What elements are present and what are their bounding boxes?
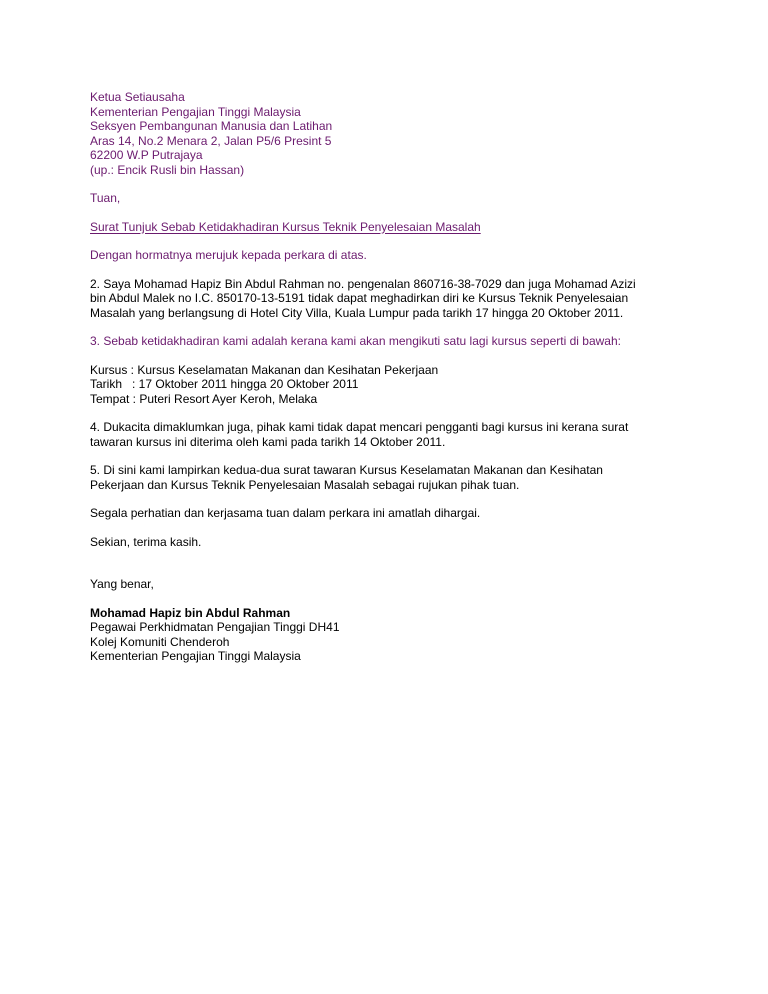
course-details — [90, 363, 700, 407]
paragraph-line: 2. Saya Mohamad Hapiz Bin Abdul Rahman no. pengenalan 860716-38-7029 dan juga Mohamad Azizi — [90, 276, 636, 291]
recipient-line: Aras 14, No.2 Menara 2, Jalan P5/6 Presint 5 — [90, 133, 332, 148]
salutation: Tuan, — [90, 191, 121, 205]
paragraph-line: Masalah yang berlangsung di Hotel City Villa, Kuala Lumpur pada tarikh 17 hingga 20 Oktober 2011. — [90, 305, 624, 320]
signer-title-line: Kolej Komuniti Chenderoh — [90, 634, 230, 649]
paragraph-5 — [90, 463, 700, 492]
signer-name: Mohamad Hapiz bin Abdul Rahman — [90, 605, 291, 620]
recipient-line: Kementerian Pengajian Tinggi Malaysia — [90, 104, 301, 119]
paragraph-2 — [90, 277, 700, 321]
letter-page — [90, 90, 700, 664]
paragraph-line: 4. Dukacita dimaklumkan juga, pihak kami tidak dapat mencari pengganti bagi kursus ini kerana surat — [90, 420, 629, 434]
signer-title-line: Pegawai Perkhidmatan Pengajian Tinggi DH41 — [90, 620, 340, 634]
paragraph-4 — [90, 420, 700, 449]
valediction: Yang benar, — [90, 577, 154, 591]
paragraph-line: Pekerjaan dan Kursus Teknik Penyelesaian Masalah sebagai rujukan pihak tuan. — [90, 477, 520, 492]
recipient-line: Ketua Setiausaha — [90, 90, 185, 104]
recipient-line: 62200 W.P Putrajaya — [90, 148, 203, 162]
thanks-line: Sekian, terima kasih. — [90, 534, 202, 549]
paragraph-3: 3. Sebab ketidakhadiran kami adalah kerana kami akan mengikuti satu lagi kursus seperti di bawah: — [90, 334, 621, 348]
signer-title-line: Kementerian Pengajian Tinggi Malaysia — [90, 649, 301, 663]
recipient-address — [90, 90, 700, 177]
paragraph-line: 5. Di sini kami lampirkan kedua-dua surat tawaran Kursus Keselamatan Makanan dan Kesihatan — [90, 463, 603, 477]
closing-note: Segala perhatian dan kerjasama tuan dalam perkara ini amatlah dihargai. — [90, 506, 481, 520]
recipient-line: (up.: Encik Rusli bin Hassan) — [90, 162, 245, 177]
opening-paragraph: Dengan hormatnya merujuk kepada perkara di atas. — [90, 248, 367, 262]
course-detail-line: Tempat : Puteri Resort Ayer Keroh, Melaka — [90, 391, 318, 406]
recipient-line: Seksyen Pembangunan Manusia dan Latihan — [90, 119, 333, 133]
paragraph-line: tawaran kursus ini diterima oleh kami pada tarikh 14 Oktober 2011. — [90, 434, 446, 449]
signature-block — [90, 606, 700, 664]
paragraph-line: bin Abdul Malek no I.C. 850170-13-5191 tidak dapat meghadirkan diri ke Kursus Teknik Penyelesaian — [90, 291, 629, 305]
course-detail-line: Tarikh : 17 Oktober 2011 hingga 20 Oktober 2011 — [90, 377, 359, 391]
subject-line: Surat Tunjuk Sebab Ketidakhadiran Kursus Teknik Penyelesaian Masalah — [90, 219, 481, 234]
course-detail-line: Kursus : Kursus Keselamatan Makanan dan Kesihatan Pekerjaan — [90, 362, 439, 377]
